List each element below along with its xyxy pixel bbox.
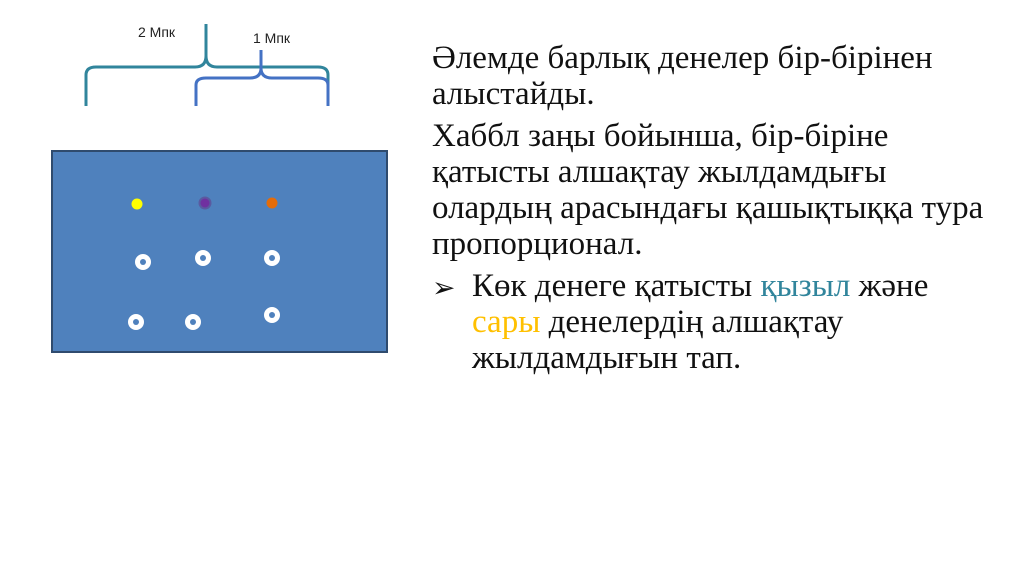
brace-1-mpc [196, 50, 328, 106]
white-body [135, 254, 151, 270]
yellow-body [132, 199, 143, 210]
white-body [195, 250, 211, 266]
bullet-text-part2: және [850, 268, 929, 304]
paragraph-expansion: Әлемде барлық денелер бір-бірінен алыстайды. [432, 40, 933, 112]
bullet-text-part3: денелердің алшақтау жылдамдығын тап. [472, 304, 844, 376]
label-2-mpc: 2 Мпк [138, 24, 176, 40]
white-body [264, 250, 280, 266]
arrow-bullet-icon: ➢ [432, 271, 456, 304]
orange-body [267, 198, 278, 209]
word-yellow: сары [472, 304, 541, 340]
white-body [264, 307, 280, 323]
white-body [128, 314, 144, 330]
white-body [185, 314, 201, 330]
distance-braces [0, 0, 420, 120]
bullet-text-part1: Көк денеге қатысты [472, 268, 761, 304]
word-red: қызыл [760, 268, 851, 304]
label-1-mpc: 1 Мпк [253, 30, 291, 46]
brace-2-mpc [86, 24, 328, 106]
galaxy-field [51, 150, 388, 353]
purple-body [199, 197, 212, 210]
slide-text [432, 40, 992, 376]
task-bullet [432, 268, 992, 376]
paragraph-hubble-law: Хаббл заңы бойынша, бір-біріне қатысты алшақтау жылдамдығы олардың арасындағы қашықтыққа тура пропорционал. [432, 118, 984, 262]
